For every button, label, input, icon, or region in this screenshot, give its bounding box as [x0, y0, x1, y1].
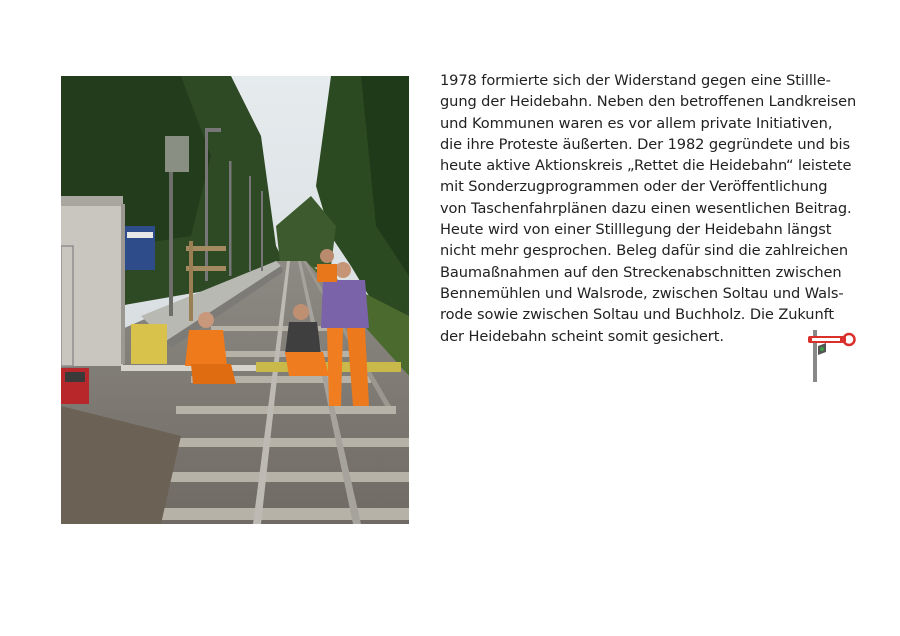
body-text-line: Baumaßnahmen auf den Streckenabschnitten zwischen — [440, 263, 842, 281]
body-text-line: gung der Heidebahn. Neben den betroffenen Landkreisen — [440, 93, 857, 111]
body-text-line: heute aktive Aktionskreis „Rettet die Heidebahn“ leistete — [440, 157, 852, 175]
body-text-line: und Kommunen waren es vor allem private Initiativen, — [440, 114, 833, 132]
body-text-line: mit Sonderzugprogrammen oder der Veröffentlichung — [440, 178, 828, 196]
body-text-line: Bennemühlen und Walsrode, zwischen Soltau und Wals- — [440, 284, 844, 302]
body-text-line: Heute wird von einer Stilllegung der Heidebahn längst — [440, 221, 832, 239]
body-text-line: 1978 formierte sich der Widerstand gegen eine Stillle- — [440, 72, 831, 89]
body-text-line: die ihre Proteste äußerten. Der 1982 gegründete und bis — [440, 135, 850, 153]
body-text-line: der Heidebahn scheint somit gesichert. — [440, 327, 724, 345]
body-text-line: nicht mehr gesprochen. Beleg dafür sind die zahlreichen — [440, 242, 849, 260]
railway-semaphore-signal-icon — [804, 328, 860, 384]
body-text-line: von Taschenfahrplänen dazu einen wesentlichen Beitrag. — [440, 199, 852, 217]
body-text-line: rode sowie zwischen Soltau und Buchholz. Die Zukunft — [440, 306, 834, 324]
body-text — [440, 70, 860, 347]
track-workers-photo — [61, 76, 409, 524]
